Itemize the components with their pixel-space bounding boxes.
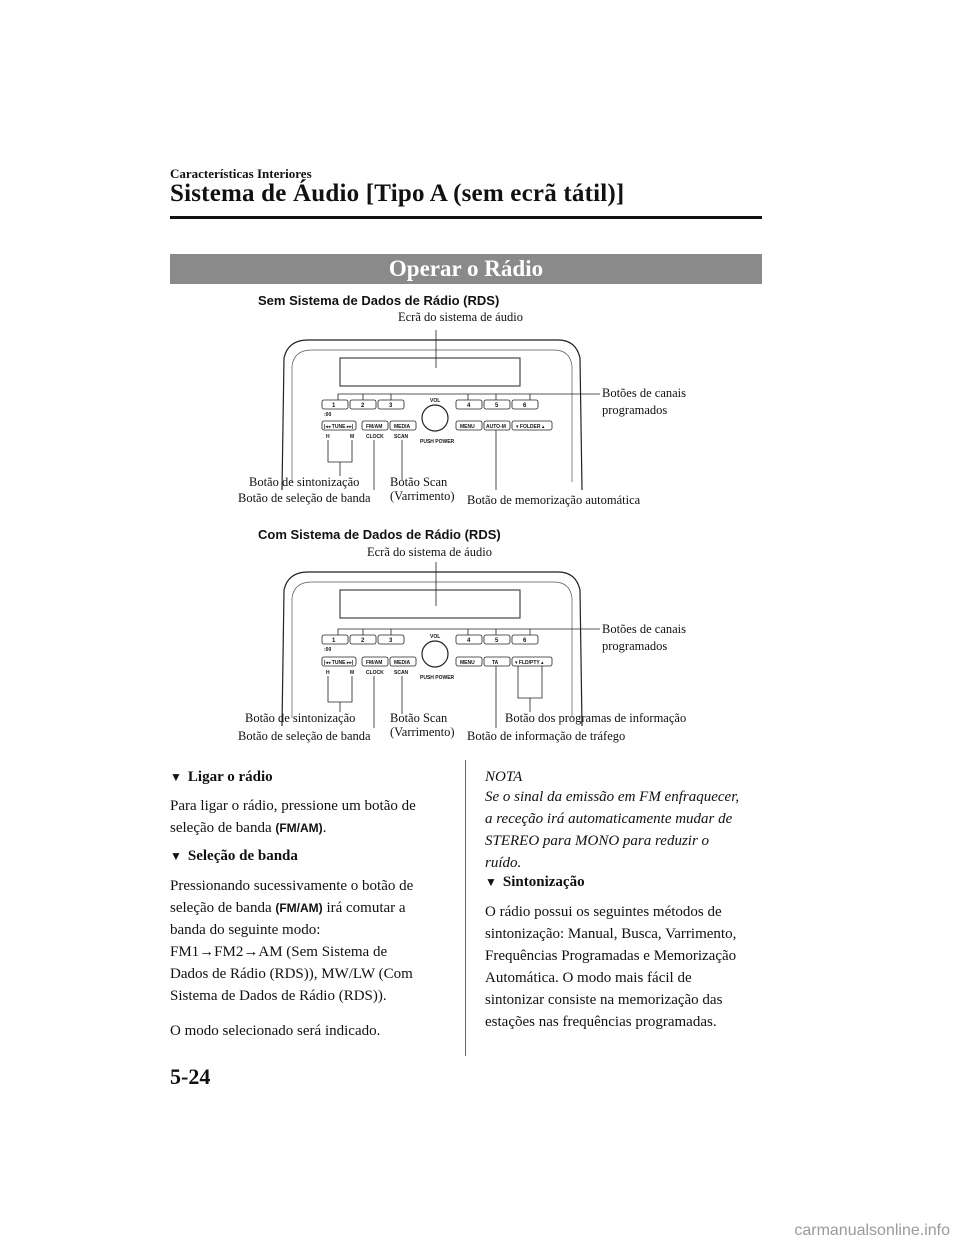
vol-label: VOL <box>430 398 441 404</box>
heading-turn-on-radio: ▼ Ligar o rádio <box>170 769 273 785</box>
radio-unit-diagram-2 <box>270 562 600 728</box>
leader-lines <box>328 562 600 728</box>
figure1-label-preset-2: programados <box>602 403 668 417</box>
m-label: M <box>350 670 355 676</box>
media-button-label: MEDIA <box>394 660 411 666</box>
paragraph-line: Sistema de Dados de Rádio (RDS)). <box>170 988 387 1004</box>
folder-button-label: ▾ FOLDER ▴ <box>516 424 545 430</box>
paragraph-line: FM1→FM2→AM (Sem Sistema de <box>170 944 388 960</box>
menu-button-label: MENU <box>460 424 475 430</box>
leader-lines <box>328 330 600 490</box>
figure2-label-pty: Botão dos programas de informação <box>505 711 687 725</box>
preset-buttons-right <box>456 400 538 409</box>
scan-label: SCAN <box>394 434 409 440</box>
preset-1-label: 1 <box>332 638 336 644</box>
title-rule <box>170 216 762 219</box>
paragraph-line: Automática. O modo mais fácil de <box>485 970 692 986</box>
paragraph-line: seleção de banda (FM/AM). <box>170 820 327 836</box>
section-label: Características Interiores <box>170 166 312 181</box>
note-line: Se o sinal da emissão em FM enfraquecer, <box>485 789 740 805</box>
figure2-label-tuning: Botão de sintonização <box>245 711 356 725</box>
figure2-title: Com Sistema de Dados de Rádio (RDS) <box>258 527 501 542</box>
preset-4-label: 4 <box>467 638 471 644</box>
figure1-label-screen: Ecrã do sistema de áudio <box>398 310 523 324</box>
fmam-button-label: FM/AM <box>366 424 383 430</box>
figure1-label-band: Botão de seleção de banda <box>238 491 371 505</box>
fmam-button-ref: (FM/AM) <box>275 901 323 915</box>
preset-1-label: 1 <box>332 403 336 409</box>
preset-buttons-left <box>322 400 404 418</box>
preset-2-label: 2 <box>361 403 365 409</box>
figure1-label-auto-memory: Botão de memorização automática <box>467 493 641 507</box>
figure1-label-scan: Botão Scan <box>390 475 448 489</box>
paragraph-line: sintonização: Manual, Busca, Varrimento, <box>485 926 737 942</box>
push-power-label: PUSH POWER <box>420 675 455 681</box>
m-label: M <box>350 434 355 440</box>
figure1-title: Sem Sistema de Dados de Rádio (RDS) <box>258 293 500 308</box>
paragraph-line: O rádio possui os seguintes métodos de <box>485 904 722 920</box>
ta-button-label: TA <box>492 660 499 666</box>
column-divider <box>465 760 466 1056</box>
watermark: carmanualsonline.info <box>794 1222 950 1239</box>
page-title: Sistema de Áudio [Tipo A (sem ecrã tátil)] <box>170 180 625 207</box>
preset-buttons-left <box>322 635 404 653</box>
h-label: H <box>326 670 330 676</box>
figure1-label-preset: Botões de canais <box>602 386 687 400</box>
auto-m-button-label: AUTO-M <box>486 424 506 430</box>
note-line: a receção irá automaticamente mudar de <box>485 811 733 827</box>
volume-knob <box>420 634 455 681</box>
clock-label: CLOCK <box>366 670 384 676</box>
figure2-label-band: Botão de seleção de banda <box>238 729 371 743</box>
figure2-label-traffic: Botão de informação de tráfego <box>467 729 626 743</box>
triangle-icon: ▼ <box>170 770 182 784</box>
fmam-button-label: FM/AM <box>366 660 383 666</box>
media-button-label: MEDIA <box>394 424 411 430</box>
preset-6-label: 6 <box>523 638 527 644</box>
figure2-label-scan-2: (Varrimento) <box>390 725 455 739</box>
menu-button-label: MENU <box>460 660 475 666</box>
preset-5-label: 5 <box>495 403 499 409</box>
push-power-label: PUSH POWER <box>420 439 455 445</box>
tune-button-label: |◂◂ TUNE ▸▸| <box>324 660 354 666</box>
page-number: 5-24 <box>170 1064 211 1089</box>
paragraph-line: Pressionando sucessivamente o botão de <box>170 878 414 894</box>
paragraph-line: Para ligar o rádio, pressione um botão de <box>170 798 416 814</box>
paragraph-line: O modo selecionado será indicado. <box>170 1023 381 1039</box>
preset-sub-label: :00 <box>324 647 332 653</box>
preset-3-label: 3 <box>389 638 393 644</box>
clock-label: CLOCK <box>366 434 384 440</box>
note-line: STEREO para MONO para reduzir o <box>485 833 710 849</box>
note-title: NOTA <box>485 769 523 785</box>
fld-pty-button-label: ▾ FLD/PTY ▴ <box>515 660 544 666</box>
paragraph-line: Frequências Programadas e Memorização <box>485 948 737 964</box>
figure2-label-scan: Botão Scan <box>390 711 448 725</box>
figure2-label-preset-2: programados <box>602 639 668 653</box>
tune-button-label: |◂◂ TUNE ▸▸| <box>324 424 354 430</box>
paragraph-line: estações nas frequências programadas. <box>485 1014 717 1030</box>
figure2-label-screen: Ecrã do sistema de áudio <box>367 545 492 559</box>
note-line: ruído. <box>485 855 522 871</box>
triangle-icon: ▼ <box>170 849 182 863</box>
preset-buttons-right <box>456 635 538 644</box>
triangle-icon: ▼ <box>485 875 497 889</box>
paragraph-line: seleção de banda (FM/AM) irá comutar a <box>170 900 406 916</box>
preset-2-label: 2 <box>361 638 365 644</box>
vol-label: VOL <box>430 634 441 640</box>
figure1-label-scan-2: (Varrimento) <box>390 489 455 503</box>
scan-label: SCAN <box>394 670 409 676</box>
paragraph-line: banda do seguinte modo: <box>170 922 321 938</box>
heading-tuning: ▼ Sintonização <box>485 874 585 890</box>
radio-unit-diagram-1 <box>270 330 600 492</box>
preset-sub-label: :00 <box>324 412 332 418</box>
fmam-button-ref: (FM/AM) <box>275 821 323 835</box>
section-banner: Operar o Rádio <box>170 254 762 284</box>
preset-4-label: 4 <box>467 403 471 409</box>
heading-band-selection: ▼ Seleção de banda <box>170 848 298 864</box>
preset-3-label: 3 <box>389 403 393 409</box>
preset-6-label: 6 <box>523 403 527 409</box>
preset-5-label: 5 <box>495 638 499 644</box>
figure2-label-preset: Botões de canais <box>602 622 687 636</box>
paragraph-line: Dados de Rádio (RDS)), MW/LW (Com <box>170 966 413 982</box>
figure1-label-tuning: Botão de sintonização <box>249 475 360 489</box>
volume-knob <box>420 398 455 445</box>
paragraph-line: sintonizar consiste na memorização das <box>485 992 723 1008</box>
h-label: H <box>326 434 330 440</box>
